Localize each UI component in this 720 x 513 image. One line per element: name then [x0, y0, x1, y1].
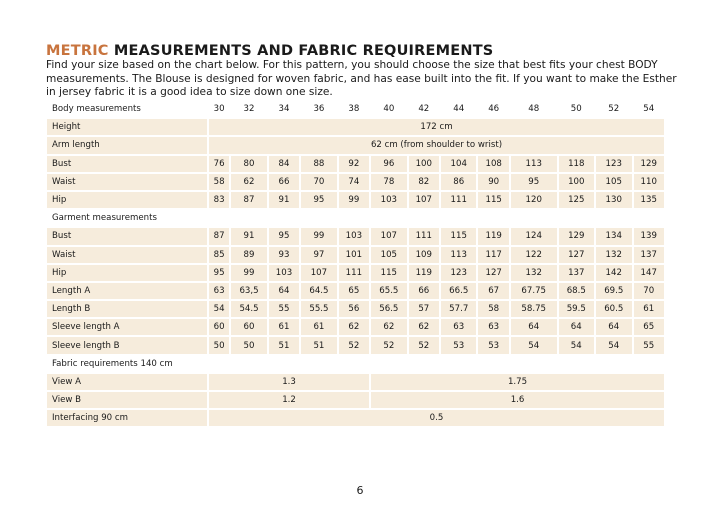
- row-label: Arm length: [47, 137, 207, 153]
- table-cell: 115: [478, 192, 508, 208]
- table-cell: 55.5: [301, 301, 336, 317]
- view-b-large-sizes: 1.6: [371, 392, 664, 408]
- table-cell: 95: [269, 228, 299, 244]
- table-cell: 51: [301, 337, 336, 353]
- table-cell: 65: [339, 283, 369, 299]
- size-header-cell: 48: [511, 101, 557, 117]
- page-title: [46, 43, 493, 59]
- table-cell: 123: [596, 156, 631, 172]
- table-cell: 63: [441, 319, 476, 335]
- title-rest: MEASUREMENTS AND FABRIC REQUIREMENTS: [108, 43, 494, 59]
- body-measurements-header-row: [47, 101, 664, 117]
- table-cell: 54: [209, 301, 229, 317]
- table-cell: 80: [231, 156, 266, 172]
- table-cell: 84: [269, 156, 299, 172]
- table-cell: 91: [269, 192, 299, 208]
- row-label: Length A: [47, 283, 207, 299]
- table-cell: 57: [409, 301, 439, 317]
- view-b-row: [47, 392, 664, 408]
- row-label: View B: [47, 392, 207, 408]
- table-cell: 135: [634, 192, 665, 208]
- table-cell: 66: [269, 174, 299, 190]
- size-chart: [45, 99, 666, 428]
- table-cell: 103: [339, 228, 369, 244]
- table-cell: 60: [231, 319, 266, 335]
- table-cell: 64: [269, 283, 299, 299]
- view-a-row: [47, 374, 664, 390]
- table-cell: 62: [231, 174, 266, 190]
- table-cell: 111: [441, 192, 476, 208]
- table-cell: 85: [209, 247, 229, 263]
- body-measurement-row: [47, 174, 664, 190]
- table-cell: 63,5: [231, 283, 266, 299]
- table-cell: 127: [478, 265, 508, 281]
- garment-measurement-row: [47, 319, 664, 335]
- table-cell: 50: [231, 337, 266, 353]
- table-cell: 50: [209, 337, 229, 353]
- table-cell: 88: [301, 156, 336, 172]
- table-cell: 61: [269, 319, 299, 335]
- table-cell: 139: [634, 228, 665, 244]
- table-cell: 74: [339, 174, 369, 190]
- table-cell: 83: [209, 192, 229, 208]
- table-cell: 58: [478, 301, 508, 317]
- row-label: Length B: [47, 301, 207, 317]
- view-b-small-sizes: 1.2: [209, 392, 369, 408]
- table-cell: 108: [478, 156, 508, 172]
- table-cell: 117: [478, 247, 508, 263]
- table-cell: 78: [371, 174, 406, 190]
- size-header-cell: 50: [559, 101, 594, 117]
- table-cell: 113: [511, 156, 557, 172]
- view-a-small-sizes: 1.3: [209, 374, 369, 390]
- table-cell: 64: [559, 319, 594, 335]
- table-cell: 52: [339, 337, 369, 353]
- row-label: View A: [47, 374, 207, 390]
- row-label: Interfacing 90 cm: [47, 410, 207, 426]
- table-cell: 119: [478, 228, 508, 244]
- size-header-cell: 44: [441, 101, 476, 117]
- table-cell: 113: [441, 247, 476, 263]
- table-cell: 56.5: [371, 301, 406, 317]
- table-cell: 53: [441, 337, 476, 353]
- intro-paragraph: Find your size based on the chart below. For this pattern, you should choose the size that best fits your chest BODY measurements. The Blouse is designed for woven fabric, and has ease built into the fit. If you want to make the Esther in jersey fabric it is a good idea to size down one size.: [46, 59, 677, 98]
- table-cell: 91: [231, 228, 266, 244]
- garment-measurement-row: [47, 301, 664, 317]
- table-cell: 89: [231, 247, 266, 263]
- table-cell: 62: [339, 319, 369, 335]
- table-cell: 122: [511, 247, 557, 263]
- table-cell: 64.5: [301, 283, 336, 299]
- table-cell: 137: [634, 247, 665, 263]
- table-cell: 103: [269, 265, 299, 281]
- table-cell: 134: [596, 228, 631, 244]
- table-cell: 52: [371, 337, 406, 353]
- table-cell: 67.75: [511, 283, 557, 299]
- table-cell: 57.7: [441, 301, 476, 317]
- view-a-large-sizes: 1.75: [371, 374, 664, 390]
- table-cell: 65.5: [371, 283, 406, 299]
- size-header-cell: 42: [409, 101, 439, 117]
- table-cell: 65: [634, 319, 665, 335]
- row-label: Bust: [47, 156, 207, 172]
- fabric-requirements-header-row: [47, 356, 664, 372]
- table-cell: 61: [634, 301, 665, 317]
- table-cell: 55: [269, 301, 299, 317]
- table-cell: 124: [511, 228, 557, 244]
- table-cell: 54: [511, 337, 557, 353]
- garment-measurements-heading: Garment measurements: [47, 210, 664, 226]
- table-cell: 62: [409, 319, 439, 335]
- table-cell: 115: [371, 265, 406, 281]
- table-cell: 51: [269, 337, 299, 353]
- table-cell: 59.5: [559, 301, 594, 317]
- size-header-cell: 38: [339, 101, 369, 117]
- size-header-cell: 40: [371, 101, 406, 117]
- table-cell: 109: [409, 247, 439, 263]
- table-cell: 137: [559, 265, 594, 281]
- body-measurement-row: [47, 192, 664, 208]
- table-cell: 100: [409, 156, 439, 172]
- height-value: 172 cm: [209, 119, 664, 135]
- table-cell: 107: [301, 265, 336, 281]
- page-number: 6: [356, 484, 364, 497]
- table-cell: 105: [596, 174, 631, 190]
- row-label: Hip: [47, 265, 207, 281]
- garment-measurement-row: [47, 247, 664, 263]
- size-header-cell: 46: [478, 101, 508, 117]
- table-cell: 110: [634, 174, 665, 190]
- fabric-requirements-heading: Fabric requirements 140 cm: [47, 356, 664, 372]
- table-cell: 111: [409, 228, 439, 244]
- table-cell: 104: [441, 156, 476, 172]
- interfacing-value: 0.5: [209, 410, 664, 426]
- table-cell: 90: [478, 174, 508, 190]
- row-label: Waist: [47, 247, 207, 263]
- table-cell: 67: [478, 283, 508, 299]
- interfacing-row: [47, 410, 664, 426]
- table-cell: 95: [209, 265, 229, 281]
- row-label: Waist: [47, 174, 207, 190]
- body-measurements-heading: Body measurements: [47, 101, 207, 117]
- row-label: Sleeve length A: [47, 319, 207, 335]
- table-cell: 60.5: [596, 301, 631, 317]
- table-cell: 118: [559, 156, 594, 172]
- table-cell: 125: [559, 192, 594, 208]
- size-header-cell: 34: [269, 101, 299, 117]
- body-measurement-row: [47, 156, 664, 172]
- table-cell: 120: [511, 192, 557, 208]
- table-cell: 82: [409, 174, 439, 190]
- table-cell: 66: [409, 283, 439, 299]
- table-cell: 53: [478, 337, 508, 353]
- table-cell: 129: [634, 156, 665, 172]
- table-cell: 95: [511, 174, 557, 190]
- table-cell: 129: [559, 228, 594, 244]
- table-cell: 99: [231, 265, 266, 281]
- height-row: [47, 119, 664, 135]
- table-cell: 54: [559, 337, 594, 353]
- table-cell: 103: [371, 192, 406, 208]
- table-cell: 76: [209, 156, 229, 172]
- size-header-cell: 54: [634, 101, 665, 117]
- garment-measurement-row: [47, 265, 664, 281]
- size-header-cell: 52: [596, 101, 631, 117]
- table-cell: 107: [371, 228, 406, 244]
- row-label: Sleeve length B: [47, 337, 207, 353]
- table-cell: 96: [371, 156, 406, 172]
- table-cell: 127: [559, 247, 594, 263]
- table-cell: 111: [339, 265, 369, 281]
- table-cell: 132: [596, 247, 631, 263]
- garment-measurement-row: [47, 337, 664, 353]
- table-cell: 86: [441, 174, 476, 190]
- table-cell: 123: [441, 265, 476, 281]
- table-cell: 99: [339, 192, 369, 208]
- table-cell: 97: [301, 247, 336, 263]
- table-cell: 87: [209, 228, 229, 244]
- table-cell: 147: [634, 265, 665, 281]
- table-cell: 54.5: [231, 301, 266, 317]
- table-cell: 95: [301, 192, 336, 208]
- table-cell: 61: [301, 319, 336, 335]
- table-cell: 107: [409, 192, 439, 208]
- row-label: Hip: [47, 192, 207, 208]
- table-cell: 62: [371, 319, 406, 335]
- table-cell: 58: [209, 174, 229, 190]
- table-cell: 130: [596, 192, 631, 208]
- table-cell: 87: [231, 192, 266, 208]
- table-cell: 70: [301, 174, 336, 190]
- table-cell: 101: [339, 247, 369, 263]
- table-cell: 132: [511, 265, 557, 281]
- garment-measurements-header-row: [47, 210, 664, 226]
- arm-length-row: [47, 137, 664, 153]
- garment-measurement-row: [47, 283, 664, 299]
- table-cell: 93: [269, 247, 299, 263]
- table-cell: 58.75: [511, 301, 557, 317]
- table-cell: 142: [596, 265, 631, 281]
- row-label: Bust: [47, 228, 207, 244]
- table-cell: 63: [478, 319, 508, 335]
- table-cell: 63: [209, 283, 229, 299]
- table-cell: 100: [559, 174, 594, 190]
- size-header-cell: 30: [209, 101, 229, 117]
- title-accent: METRIC: [46, 43, 109, 59]
- table-cell: 54: [596, 337, 631, 353]
- row-label: Height: [47, 119, 207, 135]
- table-cell: 55: [634, 337, 665, 353]
- table-cell: 60: [209, 319, 229, 335]
- table-cell: 66.5: [441, 283, 476, 299]
- table-cell: 68.5: [559, 283, 594, 299]
- table-cell: 115: [441, 228, 476, 244]
- garment-measurement-row: [47, 228, 664, 244]
- table-cell: 64: [511, 319, 557, 335]
- arm-length-value: 62 cm (from shoulder to wrist): [209, 137, 664, 153]
- table-cell: 52: [409, 337, 439, 353]
- table-cell: 99: [301, 228, 336, 244]
- table-cell: 69.5: [596, 283, 631, 299]
- table-cell: 70: [634, 283, 665, 299]
- table-cell: 56: [339, 301, 369, 317]
- size-header-cell: 36: [301, 101, 336, 117]
- size-header-cell: 32: [231, 101, 266, 117]
- table-cell: 92: [339, 156, 369, 172]
- table-cell: 119: [409, 265, 439, 281]
- table-cell: 64: [596, 319, 631, 335]
- table-cell: 105: [371, 247, 406, 263]
